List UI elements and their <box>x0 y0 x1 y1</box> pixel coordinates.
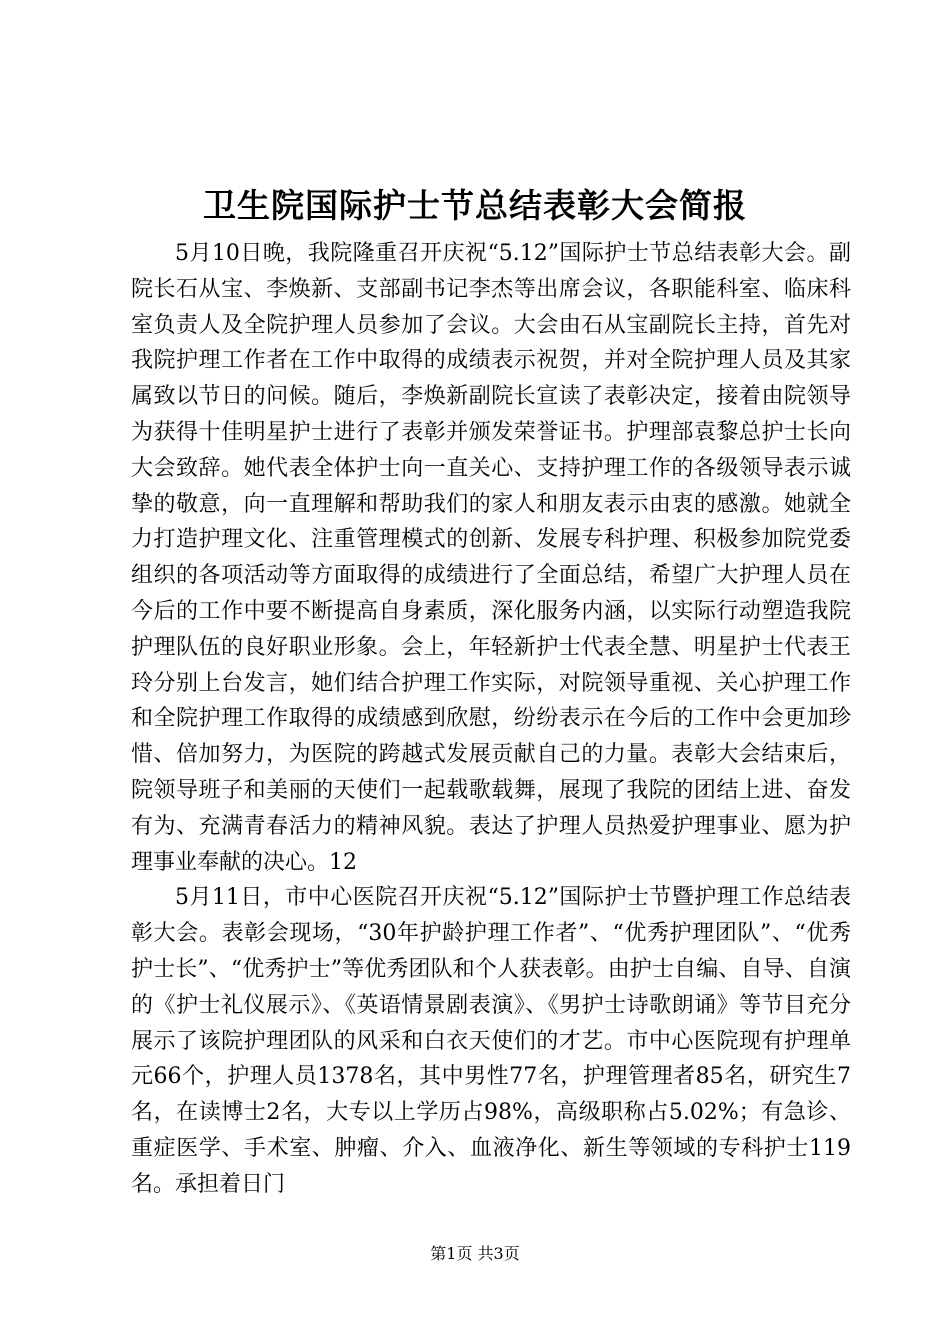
document-body <box>131 236 851 1203</box>
paragraph-2: 5月11日，市中心医院召开庆祝“5.12”国际护士节暨护理工作总结表彰大会。表彰会现场，“30年护龄护理工作者”、“优秀护理团队”、“优秀护士长”、“优秀护士”等优秀团队和个人获表彰。由护士自编、自导、自演的《护士礼仪展示》、《英语情景剧表演》、《男护士诗歌朗诵》等节目充分展示了该院护理团队的风采和白衣天使们的才艺。市中心医院现有护理单元66个，护理人员1378名，其中男性77名，护理管理者85名，研究生7名，在读博士2名，大专以上学历占98%，高级职称占5.02%；有急诊、重症医学、手术室、肿瘤、介入、血液净化、新生等领域的专科护士119名。承担着日门 <box>131 885 851 1197</box>
document-title: 卫生院国际护士节总结表彰大会简报 <box>203 186 747 225</box>
page-footer: 第1页 共3页 <box>430 1244 520 1263</box>
paragraph-1: 5月10日晚，我院隆重召开庆祝“5.12”国际护士节总结表彰大会。副院长石从宝、李焕新、支部副书记李杰等出席会议，各职能科室、临床科室负责人及全院护理人员参加了会议。大会由石从宝副院长主持，首先对我院护理工作者在工作中取得的成绩表示祝贺，并对全院护理人员及其家属致以节日的问候。随后，李焕新副院长宣读了表彰决定，接着由院领导为获得十佳明星护士进行了表彰并颁发荣誉证书。护理部袁黎总护士长向大会致辞。她代表全体护士向一直关心、支持护理工作的各级领导表示诚挚的敬意，向一直理解和帮助我们的家人和朋友表示由衷的感激。她就全力打造护理文化、注重管理模式的创新、发展专科护理、积极参加院党委组织的各项活动等方面取得的成绩进行了全面总结，希望广大护理人员在今后的工作中要不断提高自身素质，深化服务内涵，以实际行动塑造我院护理队伍的良好职业形象。会上，年轻新护士代表全慧、明星护士代表王玲分别上台发言，她们结合护理工作实际，对院领导重视、关心护理工作和全院护理工作取得的成绩感到欣慰，纷纷表示在今后的工作中会更加珍惜、倍加努力，为医院的跨越式发展贡献自己的力量。表彰大会结束后，院领导班子和美丽的天使们一起载歌载舞，展现了我院的团结上进、奋发有为、充满青春活力的精神风貌。表达了护理人员热爱护理事业、愿为护理事业奉献的决心。12 <box>131 241 851 875</box>
